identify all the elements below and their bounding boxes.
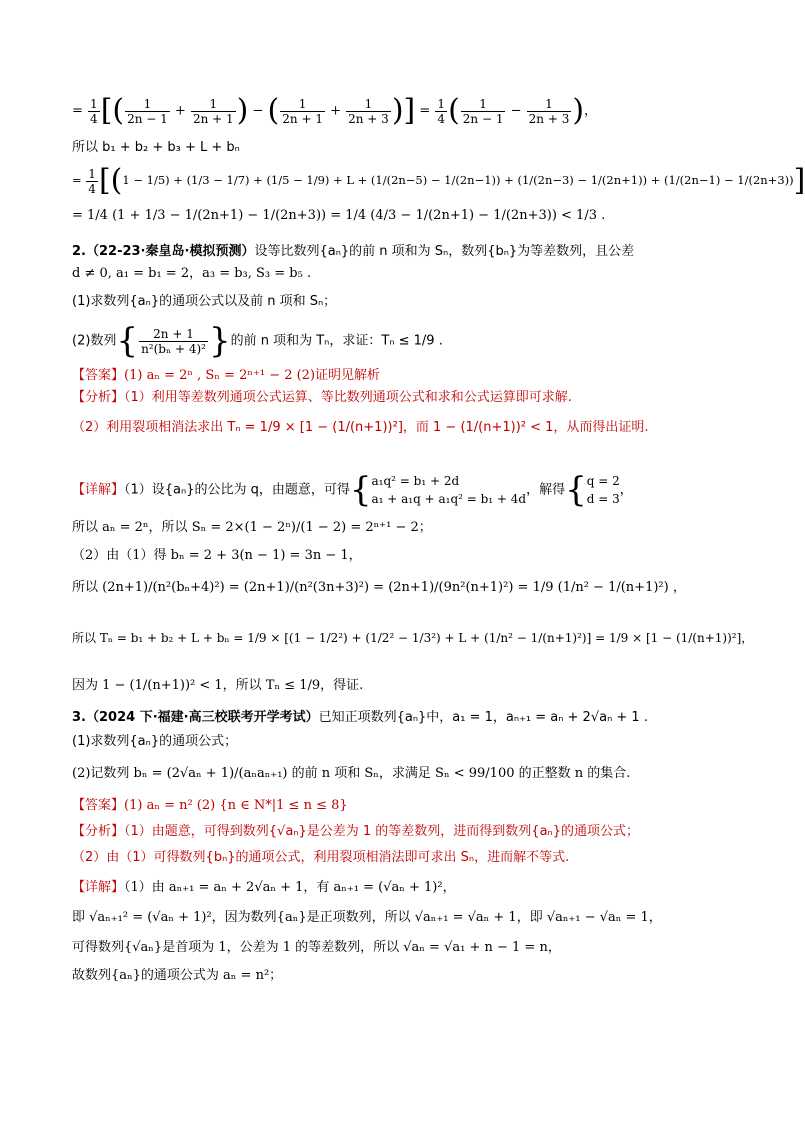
formula-line-1: = $\frac{1}{4}$ [( $\frac{1}{2n - 1}$ + $\frac{1}{2n + 1}$ ) − ( $\frac{1}{2n + 1}$ + $\frac{1}{2n + 3}$ )] = $\frac{1}{4}$ ( $\frac{1}{2n - 1}$ − $\frac{1}{2n + 3}$ )， bbox=[72, 93, 598, 128]
fraction bbox=[88, 97, 100, 126]
fraction: $\frac{2n + 1}{\text{n²(bₙ + 4)²}}$ bbox=[141, 326, 206, 356]
bracket: [( bbox=[100, 93, 125, 128]
answer-tag: 【答案】 bbox=[72, 368, 125, 383]
denominator: 4 bbox=[437, 111, 446, 126]
numerator: 1 bbox=[545, 96, 553, 111]
brace: { bbox=[116, 321, 139, 361]
analysis-tag: 【分析】 bbox=[72, 390, 125, 405]
problem-text: 已知正项数列{aₙ}中，a₁ = 1，aₙ₊₁ = aₙ + 2√aₙ + 1 . bbox=[318, 710, 648, 725]
denominator: 4 bbox=[90, 111, 98, 126]
problem-source: 3.（2024 下·福建·高三校联考开学考试） bbox=[72, 710, 319, 725]
detail-line-2: 即 √aₙ₊₁² = (√aₙ + 1)²，因为数列{aₙ}是正项数列，所以 √aₙ₊₁ = √aₙ + 1，即 √aₙ₊₁ − √aₙ = 1， bbox=[72, 910, 662, 925]
equation: q = 2 bbox=[586, 474, 620, 488]
punctuation: ， bbox=[584, 103, 598, 119]
denominator: 2n + 3 bbox=[528, 111, 570, 126]
bracket: ) bbox=[236, 93, 249, 128]
detail-text: ，解得 bbox=[526, 482, 566, 498]
question-1: (1)求数列{aₙ}的通项公式； bbox=[72, 734, 238, 749]
problem-2-stem bbox=[72, 242, 634, 262]
detail-line-4: 故数列{aₙ}的通项公式为 aₙ = n²； bbox=[72, 968, 283, 983]
analysis-line-2: （2）由（1）可得数列{bₙ}的通项公式，利用裂项相消法即可求出 Sₙ，进而解不等式. bbox=[72, 850, 570, 865]
question-2: (2)记数列 bₙ = (2√aₙ + 1)/(aₙaₙ₊₁) 的前 n 项和 Sₙ，求满足 Sₙ < 99/100 的正整数 n 的集合. bbox=[72, 766, 631, 781]
answer-text: (1) aₙ = 2ⁿ , Sₙ = 2ⁿ⁺¹ − 2 (2)证明见解析 bbox=[124, 368, 381, 383]
numerator: 1 bbox=[298, 96, 307, 111]
answer-line bbox=[72, 366, 380, 386]
analysis-line-2: （2）利用裂项相消法求出 Tₙ = 1/9 × [1 − (1/(n+1))²]，而 1 − (1/(n+1))² < 1，从而得出证明. bbox=[72, 420, 649, 435]
brace: { bbox=[349, 470, 372, 510]
problem-source: 2.（22-23·秦皇岛·模拟预测） bbox=[72, 244, 255, 259]
detail-text: （1）设{aₙ}的公比为 q，由题意，可得 bbox=[124, 482, 350, 498]
denominator: 2n + 3 bbox=[348, 111, 389, 126]
fraction bbox=[461, 97, 506, 126]
fraction: $\frac{1}{4}$ bbox=[88, 166, 96, 196]
question-1: (1)求数列{aₙ}的通项公式以及前 n 项和 Sₙ； bbox=[72, 294, 337, 309]
problem-text: 设等比数列{aₙ}的前 n 项和为 Sₙ，数列{bₙ}为等差数列，且公差 bbox=[254, 244, 635, 259]
denominator: 2n + 1 bbox=[282, 111, 323, 126]
equals-sign: = bbox=[419, 103, 431, 119]
detail-line-1 bbox=[72, 472, 633, 508]
numerator: 1 bbox=[90, 96, 98, 111]
detail-line-2: 所以 aₙ = 2ⁿ，所以 Sₙ = 2×(1 − 2ⁿ)/(1 − 2) = 2ⁿ⁺¹ − 2； bbox=[72, 520, 432, 535]
detail-line-6: 因为 1 − (1/(n+1))² < 1，所以 Tₙ ≤ 1/9，得证. bbox=[72, 678, 364, 693]
fraction bbox=[125, 97, 170, 126]
answer-text: (1) aₙ = n² (2) {n ∈ N*|1 ≤ n ≤ 8} bbox=[124, 798, 348, 813]
analysis-tag: 【分析】 bbox=[72, 824, 125, 839]
equation: a₁ + a₁q + a₁q² = b₁ + 4d bbox=[371, 492, 527, 506]
detail-line-3: 可得数列{√aₙ}是首项为 1，公差为 1 的等差数列，所以 √aₙ = √a₁ + n − 1 = n， bbox=[72, 940, 561, 955]
question-prefix: (2)数列 bbox=[72, 333, 117, 349]
equation: a₁q² = b₁ + 2d bbox=[371, 474, 460, 488]
detail-tag: 【详解】 bbox=[72, 880, 125, 895]
brace: } bbox=[208, 321, 231, 361]
equation-system bbox=[372, 472, 527, 508]
numerator: 1 bbox=[143, 96, 152, 111]
numerator: 1 bbox=[364, 96, 373, 111]
bracket: ( bbox=[267, 93, 280, 128]
detail-text: （1）由 aₙ₊₁ = aₙ + 2√aₙ + 1，有 aₙ₊₁ = (√aₙ + 1)²， bbox=[124, 880, 456, 895]
detail-line-5: 所以 Tₙ = b₁ + b₂ + L + bₙ = 1/9 × [(1 − 1/2²) + (1/2² − 1/3²) + L + (1/n² − 1/(n+1)²)] = 1/9 × [1 − (1/(n+1))²]， bbox=[72, 631, 754, 645]
punctuation: ， bbox=[619, 482, 633, 498]
analysis-line bbox=[72, 388, 572, 408]
brace: { bbox=[565, 470, 587, 510]
text-line-2: 所以 b₁ + b₂ + b₃ + L + bₙ bbox=[72, 140, 240, 155]
question-2 bbox=[72, 321, 443, 361]
fraction bbox=[527, 97, 572, 126]
formula-body: 1 − 1/5) + (1/3 − 1/7) + (1/5 − 1/9) + L + (1/(2n−5) − 1/(2n−1)) + (1/(2n−3) − 1/(2n+1)) + (1/(2n−1) − 1/(2n+3)) bbox=[122, 173, 794, 187]
denominator: 2n + 1 bbox=[192, 111, 234, 126]
detail-line-4: 所以 (2n+1)/(n²(bₙ+4)²) = (2n+1)/(n²(3n+3)²) = (2n+1)/(9n²(n+1)²) = 1/9 (1/n² − 1/(n+1)²) ， bbox=[72, 580, 686, 595]
equals-sign: = bbox=[72, 103, 83, 119]
equation: d = 3 bbox=[586, 492, 620, 506]
analysis-text: （1）由题意，可得到数列{√aₙ}是公差为 1 的等差数列，进而得到数列{aₙ}的通项公式； bbox=[124, 824, 639, 839]
detail-tag: 【详解】 bbox=[72, 482, 125, 498]
question-text: 的前 n 项和为 Tₙ，求证：Tₙ ≤ 1/9 . bbox=[230, 333, 443, 349]
analysis-line bbox=[72, 822, 639, 842]
bracket: ] bbox=[793, 163, 805, 198]
answer-tag: 【答案】 bbox=[72, 798, 125, 813]
numerator: 1 bbox=[209, 96, 218, 111]
fraction bbox=[435, 97, 447, 126]
problem-2-condition: d ≠ 0, a₁ = b₁ = 2，a₃ = b₃, S₃ = b₅ . bbox=[72, 266, 312, 281]
answer-line bbox=[72, 796, 348, 816]
detail-line-3: （2）由（1）得 bₙ = 2 + 3(n − 1) = 3n − 1， bbox=[72, 548, 362, 563]
bracket: )] bbox=[391, 93, 416, 128]
analysis-text: （1）利用等差数列通项公式运算、等比数列通项公式和求和公式运算即可求解. bbox=[124, 390, 572, 405]
fraction bbox=[191, 97, 236, 126]
numerator: 1 bbox=[437, 96, 446, 111]
numerator: 1 bbox=[479, 96, 487, 111]
fraction bbox=[280, 97, 325, 126]
formula-line-3: = $\frac{1}{4}$ [(1 − 1/5) + (1/3 − 1/7) + (1/5 − 1/9) + L + (1/(2n−5) − 1/(2n−1)) + (1/(2n−3) − 1/(2n+1)) + (1/(2n−1) − 1/(2n+3))] bbox=[72, 163, 805, 198]
solution-system bbox=[587, 472, 620, 508]
formula-line-4: = 1/4 (1 + 1/3 − 1/(2n+1) − 1/(2n+3)) = 1/4 (4/3 − 1/(2n+1) − 1/(2n+3)) < 1/3 . bbox=[72, 208, 606, 223]
detail-line-1 bbox=[72, 878, 456, 898]
bracket: [( bbox=[98, 163, 123, 198]
problem-3-stem bbox=[72, 708, 648, 728]
bracket: ) bbox=[572, 93, 585, 128]
denominator: 2n − 1 bbox=[462, 111, 504, 126]
bracket: ( bbox=[448, 93, 460, 128]
fraction bbox=[346, 97, 391, 126]
denominator: 2n − 1 bbox=[127, 111, 168, 126]
